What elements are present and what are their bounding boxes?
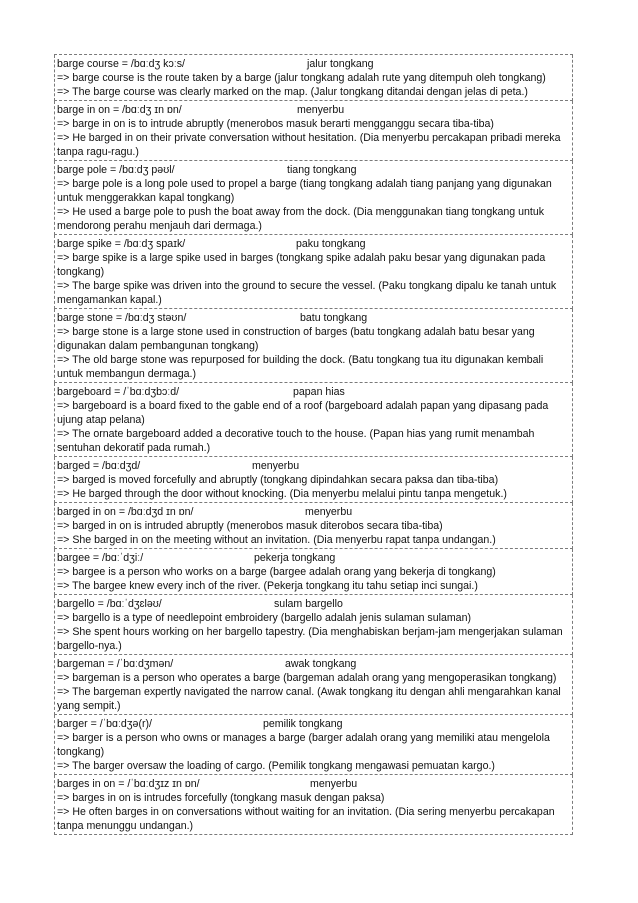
entry-barges-in-on — [54, 775, 573, 835]
entry-term: barged = /bɑːdʒd/ — [57, 460, 141, 472]
entry-term: barge course = /bɑːdʒ kɔːs/ — [57, 58, 185, 70]
entry-example: => He barged in on their private conversation without hesitation. (Dia menyerbu percakapan pribadi mereka tanpa ragu-ragu.) — [57, 132, 561, 158]
entry-barge-course — [54, 55, 573, 101]
entry-translation: sulam bargello — [274, 598, 343, 610]
entry-example: => He often barges in on conversations without waiting for an invitation. (Dia sering menyerbu percakapan tanpa menunggu undangan.) — [57, 806, 555, 832]
entry-example: => The barge spike was driven into the ground to secure the vessel. (Paku tongkang dipalu ke tanah untuk mengamankan kapal.) — [57, 280, 557, 306]
entry-example: => She barged in on the meeting without an invitation. (Dia menyerbu rapat tanpa undangan.) — [57, 534, 496, 546]
entry-bargello — [54, 595, 573, 655]
entry-term: bargee = /bɑːˈdʒiː/ — [57, 552, 144, 564]
entry-barge-pole — [54, 161, 573, 235]
entry-term: bargeboard = /ˈbɑːdʒbɔːd/ — [57, 386, 180, 398]
entry-term: bargeman = /ˈbɑːdʒmən/ — [57, 658, 174, 670]
entry-barge-stone — [54, 309, 573, 383]
entry-translation: pekerja tongkang — [254, 552, 336, 564]
entry-definition: => barge stone is a large stone used in construction of barges (batu tongkang adalah batu besar yang digunakan dalam pembangunan tongkang) — [57, 326, 535, 352]
entry-bargeman — [54, 655, 573, 715]
entry-example: => The barger oversaw the loading of cargo. (Pemilik tongkang mengawasi pemuatan kargo.) — [57, 760, 495, 772]
entry-translation: paku tongkang — [296, 238, 366, 250]
entry-translation: menyerbu — [305, 506, 353, 518]
entry-term: bargello = /bɑːˈdʒɛləʊ/ — [57, 598, 162, 610]
entry-definition: => bargeboard is a board fixed to the gable end of a roof (bargeboard adalah papan yang dipasang pada ujung atap pelana) — [57, 400, 549, 426]
entry-definition: => barge course is the route taken by a barge (jalur tongkang adalah rute yang ditempuh oleh tongkang) — [57, 72, 546, 84]
entry-term: barges in on = /ˈbɑːdʒɪz ɪn ɒn/ — [57, 778, 200, 790]
entry-barge-in-on — [54, 101, 573, 161]
entry-translation: awak tongkang — [285, 658, 357, 670]
entry-term: barge stone = /bɑːdʒ stəʊn/ — [57, 312, 187, 324]
entry-definition: => barge spike is a large spike used in barges (tongkang spike adalah paku besar yang digunakan pada tongkang) — [57, 252, 546, 278]
entry-barged — [54, 457, 573, 503]
entry-definition: => barges in on is intrudes forcefully (tongkang masuk dengan paksa) — [57, 792, 385, 804]
entry-example: => He barged through the door without knocking. (Dia menyerbu melalui pintu tanpa mengetuk.) — [57, 488, 507, 500]
entry-translation: papan hias — [293, 386, 345, 398]
entry-term: barged in on = /bɑːdʒd ɪn ɒn/ — [57, 506, 194, 518]
entry-definition: => barged in on is intruded abruptly (menerobos masuk diterobos secara tiba-tiba) — [57, 520, 443, 532]
entry-term: barge in on = /bɑːdʒ ɪn ɒn/ — [57, 104, 182, 116]
entry-barger — [54, 715, 573, 775]
entry-example: => The old barge stone was repurposed for building the dock. (Batu tongkang tua itu digunakan kembali untuk membangun dermaga.) — [57, 354, 544, 380]
entry-definition: => barged is moved forcefully and abruptly (tongkang dipindahkan secara paksa dan tiba-tiba) — [57, 474, 499, 486]
vocabulary-sheet — [54, 54, 573, 835]
entry-translation: tiang tongkang — [287, 164, 357, 176]
entry-barged-in-on — [54, 503, 573, 549]
entry-definition: => barge in on is to intrude abruptly (menerobos masuk berarti mengganggu secara tiba-tiba) — [57, 118, 494, 130]
entry-barge-spike — [54, 235, 573, 309]
entry-term: barge pole = /bɑːdʒ pəʊl/ — [57, 164, 175, 176]
entry-definition: => bargello is a type of needlepoint embroidery (bargello adalah jenis sulaman sulaman) — [57, 612, 471, 624]
entry-bargeboard — [54, 383, 573, 457]
entry-translation: menyerbu — [310, 778, 358, 790]
entry-example: => The bargee knew every inch of the river. (Pekerja tongkang itu tahu setiap inci sungai.) — [57, 580, 478, 592]
entry-example: => He used a barge pole to push the boat away from the dock. (Dia menggunakan tiang tongkang untuk mendorong perahu menjauh dari dermaga.) — [57, 206, 545, 232]
entry-term: barge spike = /bɑːdʒ spaɪk/ — [57, 238, 186, 250]
entry-example: => She spent hours working on her bargello tapestry. (Dia menghabiskan berjam-jam mengerjakan sulaman bargello-nya.) — [57, 626, 563, 652]
entry-translation: menyerbu — [252, 460, 300, 472]
entry-term: barger = /ˈbɑːdʒə(r)/ — [57, 718, 152, 730]
entry-definition: => bargeman is a person who operates a barge (bargeman adalah orang yang mengoperasikan tongkang) — [57, 672, 557, 684]
entry-example: => The ornate bargeboard added a decorative touch to the house. (Papan hias yang rumit menambah sentuhan dekoratif pada rumah.) — [57, 428, 535, 454]
entry-translation: jalur tongkang — [307, 58, 374, 70]
entry-translation: pemilik tongkang — [263, 718, 343, 730]
entry-definition: => barger is a person who owns or manages a barge (barger adalah orang yang memiliki atau mengelola tongkang) — [57, 732, 550, 758]
entry-definition: => bargee is a person who works on a barge (bargee adalah orang yang bekerja di tongkang) — [57, 566, 496, 578]
entry-definition: => barge pole is a long pole used to propel a barge (tiang tongkang adalah tiang panjang yang digunakan untuk menggerakkan kapal tongkang) — [57, 178, 552, 204]
entry-example: => The bargeman expertly navigated the narrow canal. (Awak tongkang itu dengan ahli mengarahkan kanal yang sempit.) — [57, 686, 561, 712]
entry-bargee — [54, 549, 573, 595]
entry-translation: menyerbu — [297, 104, 345, 116]
entry-example: => The barge course was clearly marked on the map. (Jalur tongkang ditandai dengan jelas di peta.) — [57, 86, 528, 98]
entry-translation: batu tongkang — [300, 312, 368, 324]
